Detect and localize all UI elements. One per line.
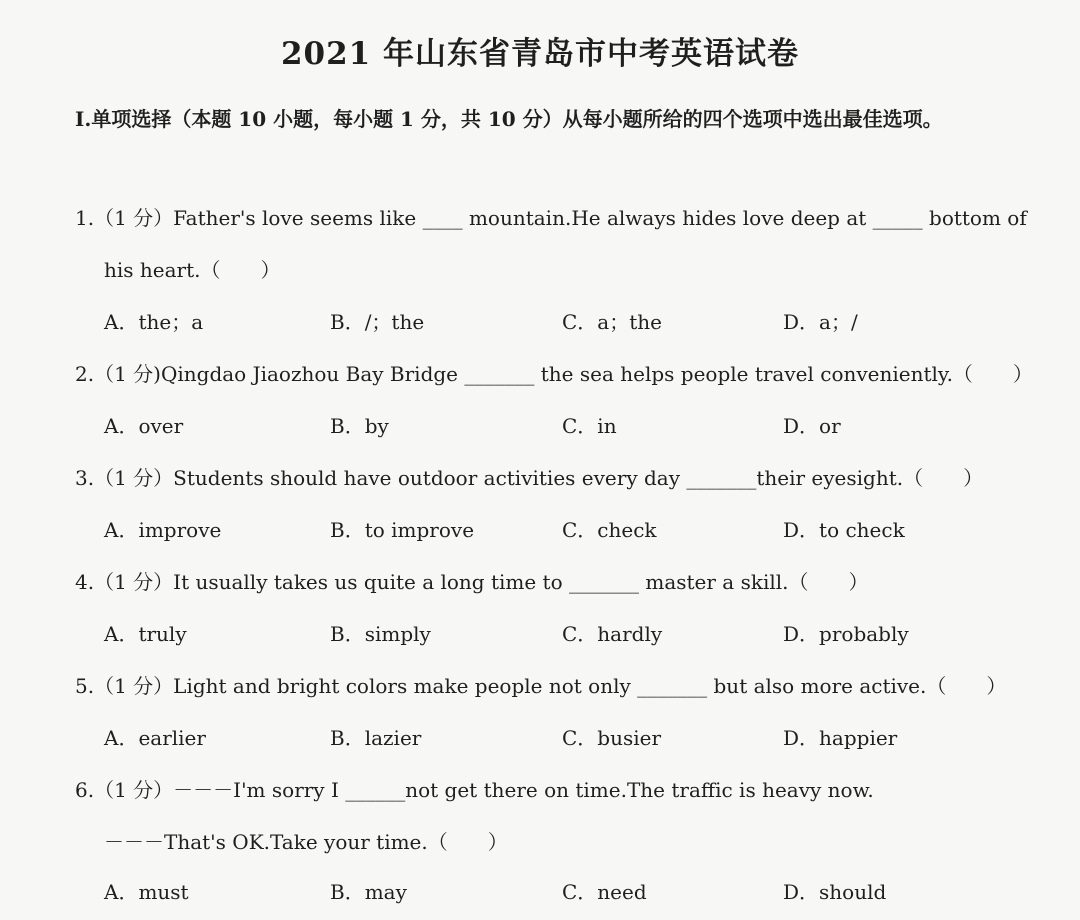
question-1-option-d: D．a；/: [783, 310, 858, 334]
question-5-option-d: D．happier: [783, 726, 898, 750]
question-1-option-b: B．/；the: [330, 310, 425, 334]
question-3-option-a: A．improve: [104, 518, 222, 542]
question-4-option-b: B．simply: [330, 622, 431, 646]
question-6-option-d: D．should: [783, 880, 887, 904]
question-3-option-d: D．to check: [783, 518, 905, 542]
question-4-option-c: C．hardly: [562, 622, 663, 646]
question-2-option-d: D．or: [783, 414, 841, 438]
question-5-option-b: B．lazier: [330, 726, 422, 750]
question-4-option-a: A．truly: [104, 622, 187, 646]
question-2-option-b: B．by: [330, 414, 389, 438]
question-4-option-d: D．probably: [783, 622, 909, 646]
question-3-option-c: C．check: [562, 518, 657, 542]
question-6-option-b: B．may: [330, 880, 407, 904]
question-3-line-1: 3.（1 分）Students should have outdoor activities every day _______their eyesight.（ ）: [75, 466, 984, 490]
question-4-line-1: 4.（1 分）It usually takes us quite a long time to _______ master a skill.（ ）: [75, 570, 869, 594]
question-6-line-1: 6.（1 分）－－－I'm sorry I ______not get there on time.The traffic is heavy now.: [75, 778, 874, 802]
question-1-option-c: C．a；the: [562, 310, 662, 334]
question-5-option-a: A．earlier: [104, 726, 206, 750]
section-heading: I.单项选择（本题 10 小题，每小题 1 分，共 10 分）从每小题所给的四个选项中选出最佳选项。: [75, 107, 943, 131]
question-6-option-c: C．need: [562, 880, 647, 904]
question-6-line-2: －－－That's OK.Take your time.（ ）: [104, 830, 508, 854]
question-3-option-b: B．to improve: [330, 518, 475, 542]
question-2-option-c: C．in: [562, 414, 617, 438]
question-6-option-a: A．must: [104, 880, 189, 904]
question-2-option-a: A．over: [104, 414, 184, 438]
page-title: 2021 年山东省青岛市中考英语试卷: [280, 36, 800, 72]
question-5-option-c: C．busier: [562, 726, 662, 750]
question-5-line-1: 5.（1 分）Light and bright colors make people not only _______ but also more active.（ ）: [75, 674, 1007, 698]
question-1-line-1: 1.（1 分）Father's love seems like ____ mountain.He always hides love deep at _____ bottom of: [75, 206, 1027, 230]
question-1-option-a: A．the；a: [104, 310, 204, 334]
question-1-line-2: his heart.（ ）: [104, 258, 281, 282]
question-2-line-1: 2.（1 分)Qingdao Jiaozhou Bay Bridge _______ the sea helps people travel conveniently.（ ）: [75, 362, 1033, 386]
